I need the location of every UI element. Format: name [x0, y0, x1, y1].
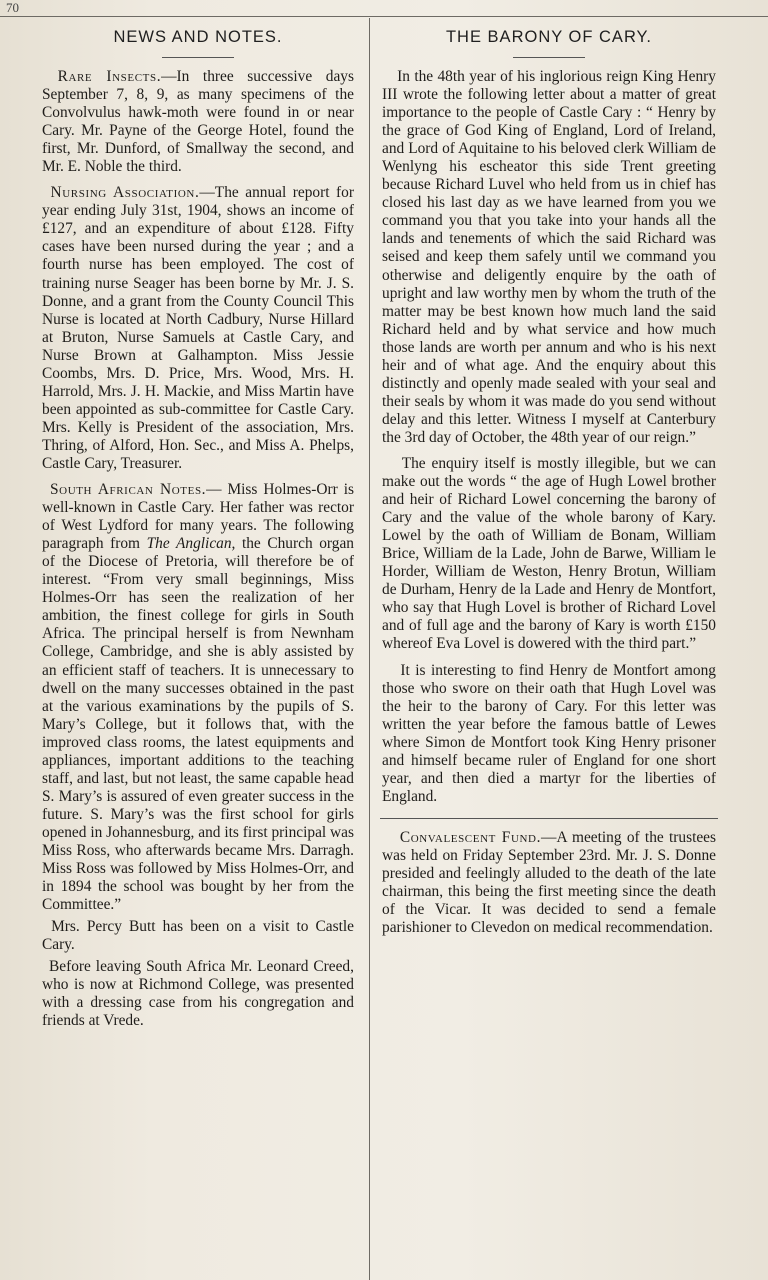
convalescent-fund-lead: Convalescent Fund.	[399, 828, 542, 846]
montfort-paragraph: It is interesting to find Henry de Montfort among those who swore on their oath that Hugh Lovel was the heir to the barony of Cary. For this letter was written the year before the famous battle of Lewes where Simon de Montfort took King Henry prisoner and himself became ruler of England for one short year, and then died a martyr for the liberties of England.	[382, 661, 716, 805]
barony-of-cary-heading: THE BARONY OF CARY.	[445, 28, 653, 46]
rare-insects-paragraph	[42, 68, 354, 176]
king-henry-letter-paragraph: In the 48th year of his inglorious reign King Henry III wrote the following letter about a matter of great importance to the people of Castle Cary : “ Henry by the grace of God King of England, Lord of Ireland, and Lord of Aquitaine to his beloved clerk William de Wenlyng his escheator this side Trent greeting because Richard Luvel who held from us in chief has closed his last day as we have learned from you we command you that you take into your hands all the lands and tenements of which the said Richard was seised and keep them safely until we command you otherwise and deligently enquire by the oath of upright and law worthy men by whom the truth of the matter may be best known how much land the said Richard held and by what service and how much those lands are worth per annum and who is his next heir and of what age. And the enquiry about this distinctly and openly made sealed with your seal and their seals by whom it was made do you send without delay and this letter. Witness I myself at Canterbury the 3rd day of October, the 48th year of our reign.”	[382, 68, 716, 446]
south-african-notes-lead: South African Notes.	[49, 481, 207, 499]
heading-rule	[162, 57, 234, 58]
left-column	[42, 22, 354, 1030]
leonard-creed-paragraph: Before leaving South Africa Mr. Leonard Creed, who is now at Richmond College, was presented with a dressing case from his congregation and friends at Vrede.	[42, 958, 354, 1030]
heading-rule	[513, 57, 585, 58]
rare-insects-lead: Rare Insects.	[57, 68, 162, 85]
nursing-association-lead: Nursing Association.	[50, 184, 200, 202]
percy-butt-paragraph: Mrs. Percy Butt has been on a visit to Castle Cary.	[42, 918, 354, 954]
top-rule	[0, 16, 768, 17]
right-column	[382, 22, 716, 937]
south-african-notes-text-before: — Miss Holmes-Orr is well-known in Castle Cary. Her father was rector of West Lydford for many years. The following paragraph from	[42, 481, 354, 553]
news-and-notes-heading: NEWS AND NOTES.	[113, 28, 283, 46]
nursing-association-text: —The annual report for year ending July 31st, 1904, shows an income of £127, and an expenditure of about £128. Fifty cases have been nursed during the year ; and a fourth nurse has been employed. The cost of training nurse Seager has been borne by Mr. J. S. Donne, and a grant from the County Council This Nurse is located at North Cadbury, Nurse Hillard at Bruton, Nurse Samuels at Castle Cary, and Nurse Brown at Galhampton. Miss Jessie Coombs, Mrs. D. Price, Mrs. Wood, Mrs. H. Harrold, Mrs. J. H. Mackie, and Miss Martin have been appointed as sub-committee for Castle Cary. Mrs. Kelly is President of the association, Mrs. Thring, of Alford, Hon. Sec., and Miss A. Phelps, Castle Cary, Treasurer.	[42, 184, 354, 472]
convalescent-fund-paragraph	[382, 829, 716, 937]
column-divider	[369, 18, 370, 1280]
section-separator	[380, 818, 718, 819]
the-anglican-title: The Anglican,	[146, 535, 236, 553]
south-african-notes-text-after: the Church organ of the Diocese of Pretoria, will therefore be of interest. “From very small beginnings, Miss Holmes-Orr has seen the realization of her ambition, the finest college for girls in South Africa. The principal herself is from Newnham College, Cambridge, and she is ably assisted by an efficient staff of teachers. It is unnecessary to dwell on the many successes obtained in the past at the various examinations by the pupils of S. Mary’s College, but it follows that, with the improved class rooms, the latest equipments and appliances, important additions to the teaching staff, and last, but not least, the same capable head S. Mary’s is assured of even greater success in the future. S. Mary’s was the first school for girls opened in Johannesburg, and its first principal was Miss Ross, who afterwards became Mrs. Darragh. Miss Ross was followed by Miss Holmes-Orr, and in 1894 the school was bought by her from the Committee.”	[42, 535, 354, 914]
south-african-notes-paragraph	[42, 481, 354, 914]
convalescent-fund-text: —A meeting of the trustees was held on Friday September 23rd. Mr. J. S. Donne presided and feelingly alluded to the death of the late chairman, this being the first meeting since the death of the Vicar. It was decided to send a female parishioner to Clevedon on medical recommendation.	[382, 828, 717, 937]
enquiry-paragraph: The enquiry itself is mostly illegible, but we can make out the words “ the age of Hugh Lowel brother and heir of Richard Lowel concerning the barony of Cary and the value of the whole barony of Kary. Lowel by the oath of William de Bonam, William Brice, William de la Lade, John de Barwe, William le Horder, William de Weston, Henry Brotun, William de Durham, Henry de la Lade and Henry de Montfort, who say that Hugh Lovel is brother of Richard Lovel and of full age and the barony of Kary is worth £150 whereof Eva Lovel is dowered with the third part.”	[382, 454, 717, 653]
page-number: 70	[6, 0, 19, 15]
nursing-association-paragraph	[42, 184, 354, 473]
rare-insects-text: —In three successive days September 7, 8, 9, as many specimens of the Convolvulus hawk-moth were found in or near Cary. Mr. Payne of the George Hotel, found the first, Mr. Dunford, of Smallway the second, and Mr. E. Noble the third.	[42, 68, 354, 176]
